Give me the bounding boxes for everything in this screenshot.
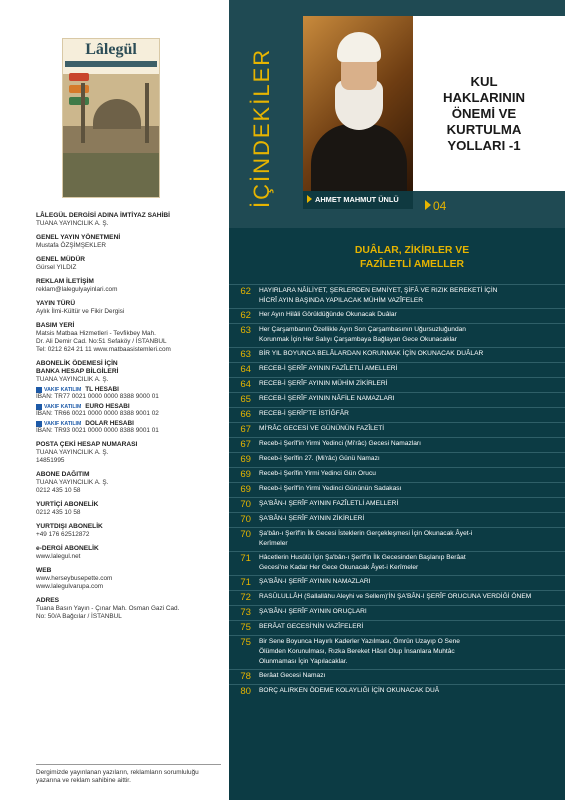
imprint-text: Matsis Matbaa Hizmetleri - Tevfikbey Mah.	[36, 330, 156, 337]
imprint-text: 0212 435 10 58	[36, 487, 81, 494]
toc-title: ŞA'BÂN-I ŞERÎF AYININ ORUÇLARI	[259, 608, 367, 615]
magazine-cover-image	[62, 38, 160, 198]
toc-page-number: 80	[240, 686, 251, 697]
toc-page-number: 66	[240, 409, 251, 420]
imprint-heading: POSTA ÇEKİ HESAP NUMARASI	[36, 441, 138, 448]
cover-logo: Lâlegül	[85, 41, 137, 58]
bank-account-name: DOLAR HESABI	[85, 420, 134, 427]
imprint-block	[36, 300, 224, 316]
imprint-heading: BASIM YERİ	[36, 322, 75, 329]
toc-item[interactable]	[229, 684, 565, 698]
vertical-title	[239, 8, 279, 218]
section-title-line: DUÂLAR, ZİKİRLER VE	[354, 245, 470, 256]
imprint-text: Aylık İlmi-Kültür ve Fikir Dergisi	[36, 308, 125, 315]
section-title	[259, 244, 565, 272]
feature-panel	[229, 0, 565, 228]
toc-item[interactable]	[229, 437, 565, 451]
cover-tag	[69, 97, 89, 105]
toc-item[interactable]	[229, 308, 565, 322]
toc-title: Receb-i Şerîfin Yirmi Yedinci Gün Orucu	[259, 470, 376, 477]
author-name: AHMET MAHMUT ÜNLÜ	[315, 195, 399, 204]
toc-title: RECEB-İ ŞERÎF AYININ FAZÎLETLİ AMELLERİ	[259, 365, 398, 372]
imprint-heading: YURTİÇİ ABONELİK	[36, 501, 99, 508]
toc-item[interactable]	[229, 422, 565, 436]
imprint-text: TUANA YAYINCILIK A. Ş.	[36, 449, 109, 456]
vertical-title-text: İÇİNDEKİLER	[249, 47, 274, 208]
imprint-text: 14851995	[36, 457, 65, 464]
toc-title: Şa'bân-ı Şerîf'in İlk Gecesi İsteklerin Gerçekleşmesi İçin Okunacak Âyet-i Kerîmeler	[259, 530, 473, 547]
imprint-text[interactable]: reklam@lalegulyayinlari.com	[36, 286, 118, 293]
toc-title: RECEB-İ ŞERÎF'TE İSTİĞFÂR	[259, 410, 349, 417]
toc-page-number: 71	[240, 553, 251, 564]
cover-dome	[93, 99, 141, 129]
imprint-text: Mustafa ÖZŞİMŞEKLER	[36, 242, 106, 249]
toc-item[interactable]	[229, 590, 565, 604]
cover-tag	[69, 73, 89, 81]
toc-page-number: 75	[240, 622, 251, 633]
feature-title-box	[413, 16, 565, 191]
imprint-text[interactable]: www.lalegul.net	[36, 553, 81, 560]
imprint-text: TUANA YAYINCILIK A. Ş.	[36, 220, 109, 227]
toc-title: Receb-i Şerîf'in Yirmi Yedinci (Mi'râc) Gecesi Namazları	[259, 440, 421, 447]
bank-logo-icon	[36, 421, 42, 427]
toc-item[interactable]	[229, 452, 565, 466]
imprint-heading: YAYIN TÜRÜ	[36, 300, 76, 307]
toc-item[interactable]	[229, 635, 565, 668]
toc-page-number: 75	[240, 637, 251, 648]
page-number: 04	[433, 199, 447, 213]
bank-logo: VAKIF KATILIM	[36, 404, 81, 410]
triangle-icon	[425, 200, 431, 210]
toc-title: Hâcetlerin Husûlü İçin Şa'bân-ı Şerîf'in İlk Gecesinden Başlanıp Berâat Gecesi'ne Kadar Her Gece Okunacak Âyet-i Kerîmeler	[259, 554, 466, 571]
imprint-block	[36, 256, 224, 272]
bank-account-name: EURO HESABI	[85, 403, 130, 410]
author-photo	[303, 16, 413, 191]
toc-page-number: 62	[240, 310, 251, 321]
imprint-heading: BANKA HESAP BİLGİLERİ	[36, 368, 119, 375]
imprint-block	[36, 523, 224, 539]
toc-item[interactable]	[229, 551, 565, 574]
imprint-block	[36, 322, 224, 354]
toc-item[interactable]	[229, 377, 565, 391]
toc-title: ŞA'BÂN-I ŞERÎF AYININ ZİKİRLERİ	[259, 515, 365, 522]
imprint-heading: REKLAM İLETİŞİM	[36, 278, 94, 285]
imprint-heading: e-DERGİ ABONELİK	[36, 545, 99, 552]
cover-subtitle-band	[65, 61, 157, 67]
toc-item[interactable]	[229, 605, 565, 619]
cover-minaret	[145, 83, 149, 143]
imprint-block	[36, 234, 224, 250]
imprint-block	[36, 545, 224, 561]
toc-page-number: 64	[240, 379, 251, 390]
imprint-heading: WEB	[36, 567, 52, 574]
imprint-text[interactable]: Tel: 0212 624 21 11 www.matbaasistemleri.com	[36, 346, 171, 353]
triangle-icon	[307, 195, 312, 203]
iban: İBAN: TR93 0021 0000 0000 8388 9001 01	[36, 427, 159, 434]
toc-page-number: 78	[240, 671, 251, 682]
toc-page-number: 69	[240, 484, 251, 495]
toc-page-number: 69	[240, 469, 251, 480]
toc-item[interactable]	[229, 347, 565, 361]
imprint-text: 0212 435 10 58	[36, 509, 81, 516]
toc-title: Berâat Gecesi Namazı	[259, 672, 326, 679]
imprint-text: Gürsel YILDIZ	[36, 264, 77, 271]
feature-title	[413, 74, 555, 154]
toc-page-number: 62	[240, 286, 251, 297]
toc-item[interactable]	[229, 392, 565, 406]
iban: İBAN: TR66 0021 0000 0000 8388 9001 02	[36, 410, 159, 417]
imprint-text[interactable]: www.lalegulvarupa.com	[36, 583, 104, 590]
toc-title: BİR YIL BOYUNCA BELÂLARDAN KORUNMAK İÇİN OKUNACAK DUÂLAR	[259, 350, 484, 357]
imprint-heading: ABONELİK ÖDEMESİ İÇİN	[36, 360, 118, 367]
toc-page-number: 73	[240, 607, 251, 618]
toc-title: Receb-i Şerîfin 27. (Mi'râc) Günü Namazı	[259, 455, 380, 462]
bank-logo-icon	[36, 404, 42, 410]
toc-page-number: 72	[240, 592, 251, 603]
imprint-text: TUANA YAYINCILIK A. Ş.	[36, 479, 109, 486]
feature-title-line: YOLLARI -1	[447, 138, 521, 153]
disclaimer-note: Dergimizde yayınlanan yazıların, reklamların sorumluluğu yazarına ve reklam sahibine aittir.	[36, 764, 221, 785]
toc-item[interactable]	[229, 323, 565, 346]
toc-title: Her Ayın Hilâli Görüldüğünde Okunacak Duâlar	[259, 311, 397, 318]
imprint-heading: GENEL MÜDÜR	[36, 256, 85, 263]
toc-item[interactable]	[229, 575, 565, 589]
bank-logo: VAKIF KATILIM	[36, 421, 81, 427]
imprint-text[interactable]: www.herseybusepette.com	[36, 575, 113, 582]
bank-accounts	[36, 360, 224, 435]
imprint-block	[36, 278, 224, 294]
imprint-block	[36, 597, 224, 621]
toc-title: Mİ'RÂC GECESİ VE GÜNÜNÜN FAZÎLETİ	[259, 425, 385, 432]
toc-page-number: 63	[240, 325, 251, 336]
toc-item[interactable]	[229, 482, 565, 496]
toc-item[interactable]	[229, 407, 565, 421]
toc-item[interactable]	[229, 497, 565, 511]
feature-page-number[interactable]	[413, 196, 565, 216]
toc-item[interactable]	[229, 527, 565, 550]
bank-logo-icon	[36, 387, 42, 393]
cover-tag	[69, 85, 89, 93]
imprint-heading: ABONE DAĞITIM	[36, 471, 90, 478]
imprint-heading: LÂLEGÜL DERGİSİ ADINA İMTİYAZ SAHİBİ	[36, 212, 170, 219]
toc-title: BERÂAT GECESİ'NİN VAZÎFELERİ	[259, 623, 364, 630]
bank-account-name: TL HESABI	[85, 386, 119, 393]
bank-logo: VAKIF KATILIM	[36, 387, 81, 393]
toc-page-number: 65	[240, 394, 251, 405]
toc-title: BORÇ ALIRKEN ÖDEME KOLAYLIĞI İÇİN OKUNACAK DUÂ	[259, 687, 440, 694]
toc-title: RASÛLULLÂH (Sallallâhu Aleyhi ve Sellem)'İN ŞA'BÂN-I ŞERÎF ORUCUNA VERDİĞİ ÖNEM	[259, 593, 532, 600]
toc-page-number: 71	[240, 577, 251, 588]
toc-title: ŞA'BÂN-I ŞERÎF AYININ FAZÎLETLİ AMELLERİ	[259, 500, 399, 507]
toc-item[interactable]	[229, 669, 565, 683]
toc-page-number: 70	[240, 529, 251, 540]
imprint-text: +49 176 62512872	[36, 531, 90, 538]
toc-item[interactable]	[229, 362, 565, 376]
imprint-block	[36, 471, 224, 495]
imprint	[36, 212, 224, 627]
toc-page-number: 69	[240, 454, 251, 465]
iban: İBAN: TR77 0021 0000 0000 8388 9000 01	[36, 393, 159, 400]
toc-title: Bir Sene Boyunca Hayırlı Kaderler Yazılması, Ömrün Uzayıp O Sene Ölümden Korunulması, Rızka Bereket Hâsıl Olup İnsanlara Muhtâc Olunmaması İçin Yapılacaklar.	[259, 638, 460, 665]
toc-item[interactable]	[229, 467, 565, 481]
toc-page-number: 63	[240, 349, 251, 360]
toc-page-number: 70	[240, 499, 251, 510]
toc-title: HAYIRLARA NÂİLİYET, ŞERLERDEN EMNİYET, ŞİFÂ VE RIZIK BEREKETİ İÇİN HİCRÎ AYIN BAŞINDA YAPILACAK MÜHİM VAZÎFELER	[259, 287, 498, 304]
imprint-heading: GENEL YAYIN YÖNETMENİ	[36, 234, 121, 241]
toc-title: Receb-i Şerîf'in Yirmi Yedinci Gününün Sadakası	[259, 485, 402, 492]
feature-title-line: KUL	[470, 74, 498, 89]
toc-page-number: 64	[240, 364, 251, 375]
bank-account	[36, 420, 224, 427]
section-title-line: FAZÎLETLİ AMELLER	[359, 259, 465, 270]
imprint-block	[36, 212, 224, 228]
toc-title: RECEB-İ ŞERÎF AYININ NÂFİLE NAMAZLARI	[259, 395, 395, 402]
imprint-block	[36, 501, 224, 517]
left-column	[0, 0, 229, 800]
imprint-text: Dr. Ali Demir Cad. No:51 Sefaköy / İSTANBUL	[36, 338, 167, 345]
feature-title-line: HAKLARININ	[442, 90, 526, 105]
toc-page-number: 70	[240, 514, 251, 525]
feature-title-line: ÖNEMİ VE	[451, 106, 517, 121]
author-caption	[303, 191, 413, 209]
toc-title: ŞA'BÂN-I ŞERÎF AYININ NAMAZLARI	[259, 578, 371, 585]
cover-minaret	[81, 83, 85, 143]
toc-item[interactable]	[229, 620, 565, 634]
imprint-block	[36, 441, 224, 465]
imprint-heading: ADRES	[36, 597, 60, 604]
toc-item[interactable]	[229, 512, 565, 526]
toc-title: Her Çarşambanın Özellikle Ayın Son Çarşambasının Uğursuzluğundan Korunmak İçin Her Salıyı Çarşambaya Bağlayan Gece Okunacaklar	[259, 326, 466, 343]
toc-page-number: 67	[240, 439, 251, 450]
bank-account	[36, 403, 224, 410]
toc-item[interactable]	[229, 284, 565, 307]
toc-title: RECEB-İ ŞERÎF AYININ MÜHİM ZİKİRLERİ	[259, 380, 388, 387]
feature-title-line: KURTULMA	[446, 122, 522, 137]
imprint-text: TUANA YAYINCILIK A. Ş.	[36, 376, 109, 383]
imprint-text: Tuana Basın Yayın - Çınar Mah. Osman Gazi Cad.	[36, 605, 180, 612]
bank-account	[36, 386, 224, 393]
imprint-text: No: 50/A Bağcılar / İSTANBUL	[36, 613, 122, 620]
imprint-heading: YURTDIŞI ABONELİK	[36, 523, 103, 530]
toc-page-number: 67	[240, 424, 251, 435]
cover-ground	[63, 153, 159, 197]
imprint-block	[36, 567, 224, 591]
